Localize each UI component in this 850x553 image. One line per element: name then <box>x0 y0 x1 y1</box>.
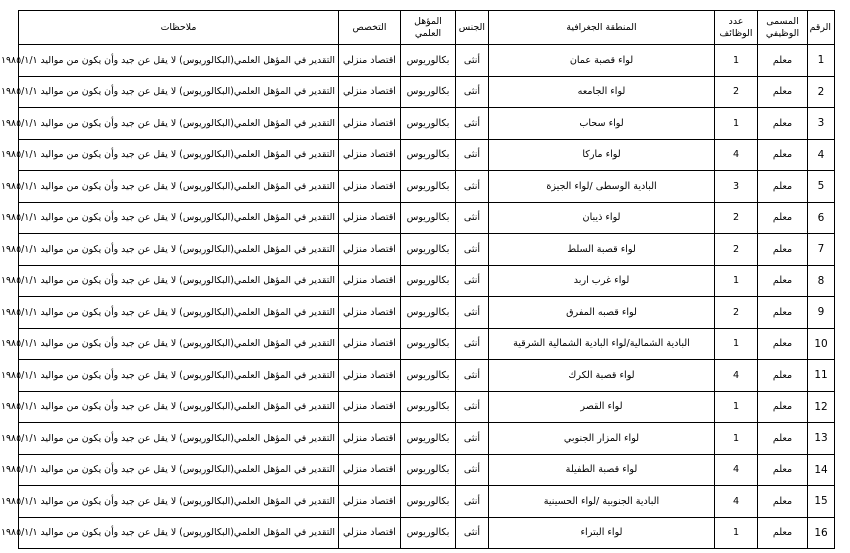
cell-notes: التقدير في المؤهل العلمي(البكالوريوس) لا يقل عن جيد وأن يكون من مواليد ١٩٨٥/١/١ <box>19 423 339 455</box>
cell-num: 3 <box>808 108 835 140</box>
table-header-row <box>19 11 835 45</box>
cell-notes: التقدير في المؤهل العلمي(البكالوريوس) لا يقل عن جيد وأن يكون من مواليد ١٩٨٥/١/١ <box>19 76 339 108</box>
cell-region: لواء سحاب <box>489 108 715 140</box>
cell-qualification: بكالوريوس <box>401 108 456 140</box>
cell-specialty: اقتصاد منزلي <box>339 360 401 392</box>
cell-notes: التقدير في المؤهل العلمي(البكالوريوس) لا يقل عن جيد وأن يكون من مواليد ١٩٨٥/١/١ <box>19 486 339 518</box>
cell-notes: التقدير في المؤهل العلمي(البكالوريوس) لا يقل عن جيد وأن يكون من مواليد ١٩٨٥/١/١ <box>19 234 339 266</box>
cell-region: البادية الجنوبية /لواء الحسينية <box>489 486 715 518</box>
table-row <box>19 265 835 297</box>
cell-job-title: معلم <box>758 517 808 549</box>
header-qualification: المؤهل العلمي <box>401 11 456 45</box>
cell-notes: التقدير في المؤهل العلمي(البكالوريوس) لا يقل عن جيد وأن يكون من مواليد ١٩٨٥/١/١ <box>19 139 339 171</box>
header-num: الرقم <box>808 11 835 45</box>
cell-region: البادية الوسطى /لواء الجيزة <box>489 171 715 203</box>
header-specialty: التخصص <box>339 11 401 45</box>
cell-job-count: 1 <box>715 423 758 455</box>
cell-job-title: معلم <box>758 139 808 171</box>
cell-notes: التقدير في المؤهل العلمي(البكالوريوس) لا يقل عن جيد وأن يكون من مواليد ١٩٨٥/١/١ <box>19 108 339 140</box>
cell-num: 14 <box>808 454 835 486</box>
cell-gender: أنثى <box>456 486 489 518</box>
cell-notes: التقدير في المؤهل العلمي(البكالوريوس) لا يقل عن جيد وأن يكون من مواليد ١٩٨٥/١/١ <box>19 454 339 486</box>
cell-qualification: بكالوريوس <box>401 202 456 234</box>
cell-job-count: 2 <box>715 76 758 108</box>
cell-notes: التقدير في المؤهل العلمي(البكالوريوس) لا يقل عن جيد وأن يكون من مواليد ١٩٨٥/١/١ <box>19 517 339 549</box>
table-row <box>19 297 835 329</box>
header-region: المنطقة الجغرافية <box>489 11 715 45</box>
cell-job-title: معلم <box>758 486 808 518</box>
cell-specialty: اقتصاد منزلي <box>339 234 401 266</box>
cell-job-count: 1 <box>715 391 758 423</box>
cell-job-title: معلم <box>758 234 808 266</box>
cell-job-count: 1 <box>715 108 758 140</box>
cell-qualification: بكالوريوس <box>401 45 456 77</box>
table-row <box>19 202 835 234</box>
cell-region: لواء قصبة السلط <box>489 234 715 266</box>
cell-qualification: بكالوريوس <box>401 234 456 266</box>
cell-job-title: معلم <box>758 108 808 140</box>
cell-job-title: معلم <box>758 423 808 455</box>
cell-num: 13 <box>808 423 835 455</box>
table-row <box>19 328 835 360</box>
cell-notes: التقدير في المؤهل العلمي(البكالوريوس) لا يقل عن جيد وأن يكون من مواليد ١٩٨٥/١/١ <box>19 360 339 392</box>
cell-notes: التقدير في المؤهل العلمي(البكالوريوس) لا يقل عن جيد وأن يكون من مواليد ١٩٨٥/١/١ <box>19 202 339 234</box>
header-gender: الجنس <box>456 11 489 45</box>
cell-specialty: اقتصاد منزلي <box>339 328 401 360</box>
table-row <box>19 45 835 77</box>
cell-region: لواء قصبة الطفيلة <box>489 454 715 486</box>
cell-job-title: معلم <box>758 202 808 234</box>
cell-region: لواء الجامعه <box>489 76 715 108</box>
cell-num: 1 <box>808 45 835 77</box>
cell-notes: التقدير في المؤهل العلمي(البكالوريوس) لا يقل عن جيد وأن يكون من مواليد ١٩٨٥/١/١ <box>19 391 339 423</box>
cell-specialty: اقتصاد منزلي <box>339 76 401 108</box>
table-row <box>19 486 835 518</box>
cell-region: البادية الشمالية/لواء البادية الشمالية الشرقية <box>489 328 715 360</box>
table-row <box>19 454 835 486</box>
cell-gender: أنثى <box>456 108 489 140</box>
cell-notes: التقدير في المؤهل العلمي(البكالوريوس) لا يقل عن جيد وأن يكون من مواليد ١٩٨٥/١/١ <box>19 171 339 203</box>
table-row <box>19 139 835 171</box>
cell-gender: أنثى <box>456 234 489 266</box>
cell-num: 12 <box>808 391 835 423</box>
table-row <box>19 423 835 455</box>
cell-job-title: معلم <box>758 454 808 486</box>
cell-num: 7 <box>808 234 835 266</box>
cell-num: 8 <box>808 265 835 297</box>
header-job-title: المسمى الوظيفي <box>758 11 808 45</box>
cell-qualification: بكالوريوس <box>401 328 456 360</box>
table-row <box>19 517 835 549</box>
table-row <box>19 108 835 140</box>
cell-notes: التقدير في المؤهل العلمي(البكالوريوس) لا يقل عن جيد وأن يكون من مواليد ١٩٨٥/١/١ <box>19 297 339 329</box>
cell-region: لواء ذيبان <box>489 202 715 234</box>
cell-specialty: اقتصاد منزلي <box>339 517 401 549</box>
cell-job-count: 1 <box>715 328 758 360</box>
cell-region: لواء المزار الجنوبي <box>489 423 715 455</box>
cell-job-count: 4 <box>715 486 758 518</box>
cell-qualification: بكالوريوس <box>401 454 456 486</box>
cell-job-count: 4 <box>715 139 758 171</box>
table-row <box>19 391 835 423</box>
header-notes: ملاحظات <box>19 11 339 45</box>
cell-gender: أنثى <box>456 297 489 329</box>
cell-gender: أنثى <box>456 360 489 392</box>
cell-job-count: 2 <box>715 234 758 266</box>
cell-qualification: بكالوريوس <box>401 297 456 329</box>
cell-qualification: بكالوريوس <box>401 391 456 423</box>
cell-job-title: معلم <box>758 360 808 392</box>
cell-job-count: 1 <box>715 265 758 297</box>
cell-gender: أنثى <box>456 517 489 549</box>
cell-job-title: معلم <box>758 297 808 329</box>
cell-num: 15 <box>808 486 835 518</box>
cell-num: 16 <box>808 517 835 549</box>
cell-specialty: اقتصاد منزلي <box>339 486 401 518</box>
cell-notes: التقدير في المؤهل العلمي(البكالوريوس) لا يقل عن جيد وأن يكون من مواليد ١٩٨٥/١/١ <box>19 45 339 77</box>
table-row <box>19 76 835 108</box>
cell-job-count: 4 <box>715 454 758 486</box>
cell-num: 2 <box>808 76 835 108</box>
cell-num: 10 <box>808 328 835 360</box>
cell-gender: أنثى <box>456 139 489 171</box>
cell-specialty: اقتصاد منزلي <box>339 297 401 329</box>
cell-qualification: بكالوريوس <box>401 423 456 455</box>
table-row <box>19 360 835 392</box>
cell-qualification: بكالوريوس <box>401 139 456 171</box>
cell-qualification: بكالوريوس <box>401 486 456 518</box>
table-body <box>0 45 835 549</box>
cell-num: 4 <box>808 139 835 171</box>
cell-gender: أنثى <box>456 171 489 203</box>
table-row <box>19 234 835 266</box>
cell-job-title: معلم <box>758 171 808 203</box>
cell-notes: التقدير في المؤهل العلمي(البكالوريوس) لا يقل عن جيد وأن يكون من مواليد ١٩٨٥/١/١ <box>19 265 339 297</box>
cell-specialty: اقتصاد منزلي <box>339 171 401 203</box>
cell-num: 6 <box>808 202 835 234</box>
cell-job-count: 3 <box>715 171 758 203</box>
vacancies-table <box>0 10 835 549</box>
cell-gender: أنثى <box>456 265 489 297</box>
cell-job-title: معلم <box>758 391 808 423</box>
cell-region: لواء غرب اربد <box>489 265 715 297</box>
cell-job-title: معلم <box>758 76 808 108</box>
cell-job-count: 1 <box>715 517 758 549</box>
cell-specialty: اقتصاد منزلي <box>339 108 401 140</box>
cell-region: لواء البتراء <box>489 517 715 549</box>
cell-gender: أنثى <box>456 202 489 234</box>
cell-gender: أنثى <box>456 328 489 360</box>
cell-job-count: 2 <box>715 202 758 234</box>
cell-qualification: بكالوريوس <box>401 171 456 203</box>
cell-qualification: بكالوريوس <box>401 360 456 392</box>
cell-job-title: معلم <box>758 265 808 297</box>
cell-gender: أنثى <box>456 423 489 455</box>
cell-qualification: بكالوريوس <box>401 265 456 297</box>
cell-region: لواء قصبة الكرك <box>489 360 715 392</box>
cell-specialty: اقتصاد منزلي <box>339 139 401 171</box>
cell-specialty: اقتصاد منزلي <box>339 454 401 486</box>
cell-gender: أنثى <box>456 391 489 423</box>
cell-gender: أنثى <box>456 76 489 108</box>
cell-num: 9 <box>808 297 835 329</box>
cell-qualification: بكالوريوس <box>401 517 456 549</box>
cell-specialty: اقتصاد منزلي <box>339 423 401 455</box>
cell-region: لواء ماركا <box>489 139 715 171</box>
cell-gender: أنثى <box>456 45 489 77</box>
cell-gender: أنثى <box>456 454 489 486</box>
cell-region: لواء قصبة عمان <box>489 45 715 77</box>
cell-num: 11 <box>808 360 835 392</box>
cell-region: لواء القصر <box>489 391 715 423</box>
cell-specialty: اقتصاد منزلي <box>339 202 401 234</box>
cell-job-title: معلم <box>758 328 808 360</box>
cell-job-count: 2 <box>715 297 758 329</box>
cell-qualification: بكالوريوس <box>401 76 456 108</box>
cell-job-count: 1 <box>715 45 758 77</box>
cell-specialty: اقتصاد منزلي <box>339 265 401 297</box>
cell-job-title: معلم <box>758 45 808 77</box>
cell-specialty: اقتصاد منزلي <box>339 45 401 77</box>
cell-job-count: 4 <box>715 360 758 392</box>
cell-specialty: اقتصاد منزلي <box>339 391 401 423</box>
cell-region: لواء قصبه المفرق <box>489 297 715 329</box>
header-job-count: عدد الوظائف <box>715 11 758 45</box>
table-row <box>19 171 835 203</box>
cell-num: 5 <box>808 171 835 203</box>
cell-notes: التقدير في المؤهل العلمي(البكالوريوس) لا يقل عن جيد وأن يكون من مواليد ١٩٨٥/١/١ <box>19 328 339 360</box>
